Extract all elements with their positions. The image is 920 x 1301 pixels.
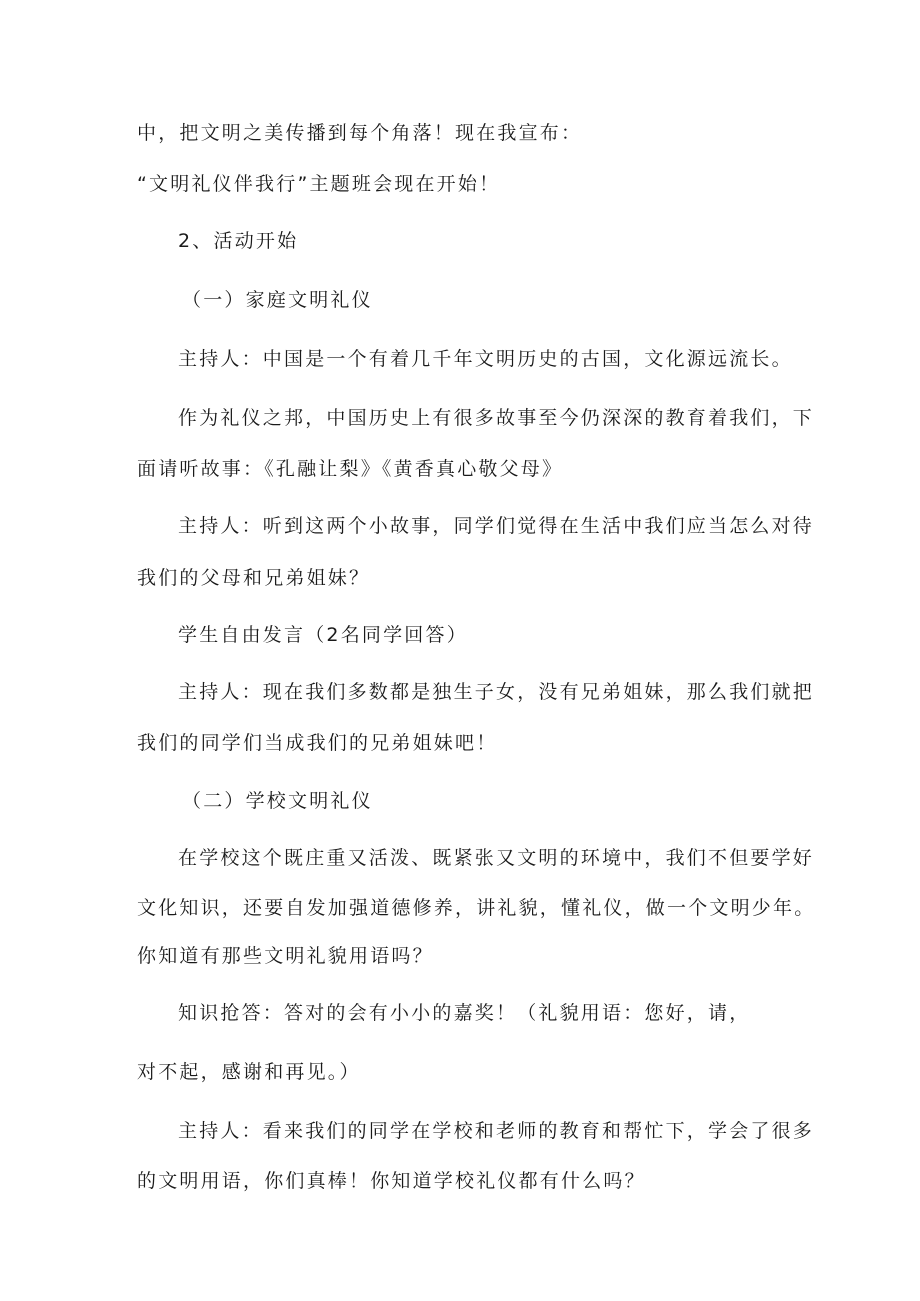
paragraph-line: 我们的同学们当成我们的兄弟姐妹吧！ — [137, 732, 498, 754]
section-heading: 2、活动开始 — [178, 230, 299, 252]
paragraph-line: 作为礼仪之邦，中国历史上有很多故事至今仍深深的教育着我们，下 — [178, 407, 815, 429]
paragraph-line: 的文明用语，你们真棒！你知道学校礼仪都有什么吗？ — [137, 1170, 646, 1192]
paragraph-line: 我们的父母和兄弟姐妹？ — [137, 567, 371, 589]
paragraph-line: “文明礼仪伴我行”主题班会现在开始！ — [137, 173, 501, 195]
subsection-heading: （一）家庭文明礼仪 — [182, 289, 373, 311]
paragraph-line: 文化知识，还要自发加强道德修养，讲礼貌，懂礼仪，做一个文明少年。 — [137, 897, 816, 919]
paragraph-line: 中，把文明之美传播到每个角落！现在我宣布： — [137, 122, 583, 144]
paragraph-line: 学生自由发言（2名同学回答） — [178, 624, 468, 646]
paragraph-line: 在学校这个既庄重又活泼、既紧张又文明的环境中，我们不但要学好 — [178, 847, 815, 869]
paragraph-line: 面请听故事：《孔融让梨》《黄香真心敬父母》 — [137, 458, 564, 480]
paragraph-line: 主持人：听到这两个小故事，同学们觉得在生活中我们应当怎么对待 — [178, 515, 815, 537]
subsection-heading: （二）学校文明礼仪 — [182, 790, 373, 812]
paragraph-line: 主持人：看来我们的同学在学校和老师的教育和帮忙下，学会了很多 — [178, 1120, 815, 1142]
paragraph-line: 对不起，感谢和再见。） — [137, 1061, 361, 1083]
paragraph-line: 你知道有那些文明礼貌用语吗？ — [137, 945, 434, 967]
paragraph-line: 主持人：现在我们多数都是独生子女，没有兄弟姐妹，那么我们就把 — [178, 681, 815, 703]
paragraph-line: 知识抢答：答对的会有小小的嘉奖！（礼貌用语：您好，请， — [178, 1002, 751, 1024]
paragraph-line: 主持人：中国是一个有着几千年文明历史的古国，文化源远流长。 — [178, 348, 793, 370]
